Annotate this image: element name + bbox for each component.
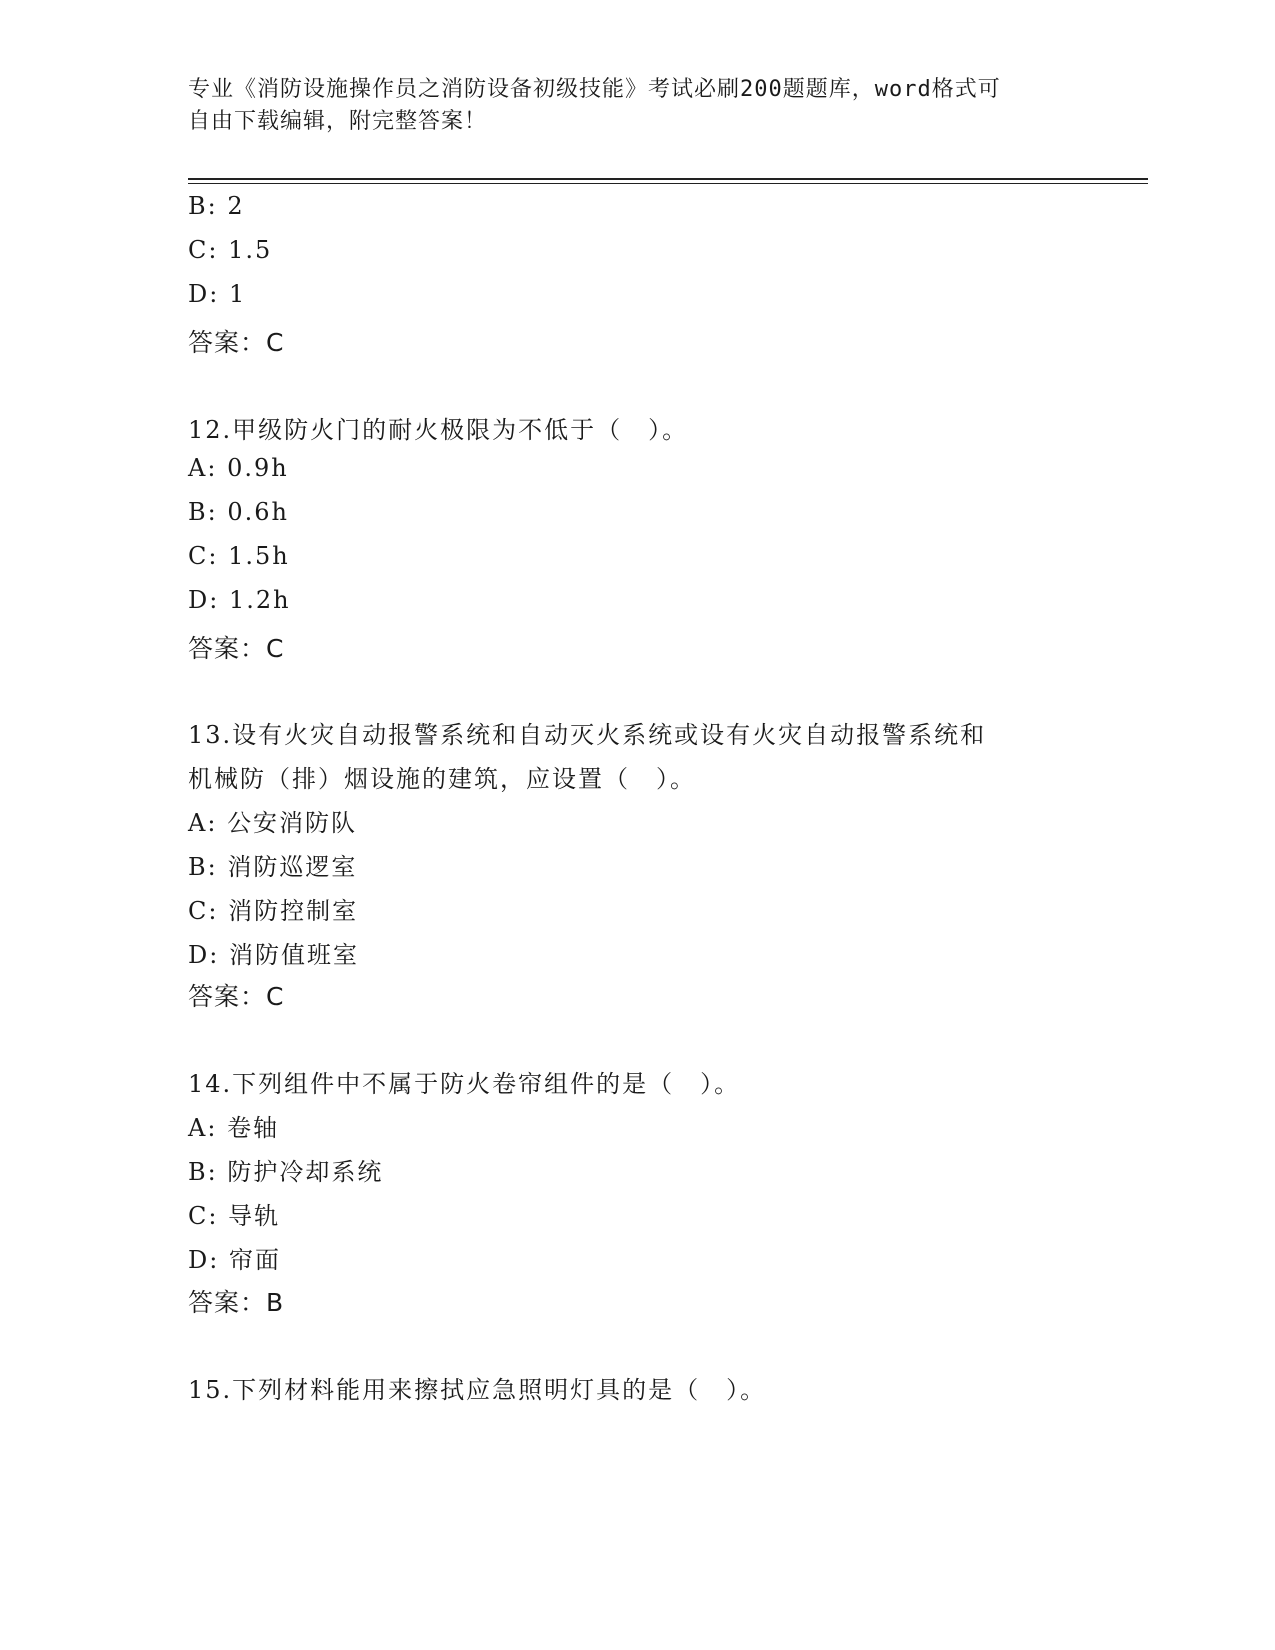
option-d: D: 1.2h bbox=[188, 586, 291, 614]
option-b: B: 0.6h bbox=[188, 498, 289, 526]
option-d: D: 帘面 bbox=[188, 1246, 281, 1274]
header-divider-thin bbox=[188, 183, 1148, 184]
answer: 答案：C bbox=[188, 982, 285, 1011]
question-14: 14.下列组件中不属于防火卷帘组件的是（ ）。 bbox=[188, 1070, 741, 1098]
option-b: B: 2 bbox=[188, 192, 245, 220]
option-a: A: 公安消防队 bbox=[188, 809, 358, 837]
question-13-line-2: 机械防（排）烟设施的建筑，应设置（ ）。 bbox=[188, 765, 696, 793]
option-d: D: 消防值班室 bbox=[188, 941, 359, 969]
answer: 答案：B bbox=[188, 1288, 285, 1317]
option-b: B: 防护冷却系统 bbox=[188, 1158, 384, 1186]
header-line-1: 专业《消防设施操作员之消防设备初级技能》考试必刷200题题库，word格式可 bbox=[188, 77, 1001, 102]
option-d: D: 1 bbox=[188, 280, 247, 308]
option-c: C: 消防控制室 bbox=[188, 897, 359, 925]
option-c: C: 1.5h bbox=[188, 542, 290, 570]
question-13-line-1: 13.设有火灾自动报警系统和自动灭火系统或设有火灾自动报警系统和 bbox=[188, 721, 987, 749]
header-divider-thick bbox=[188, 178, 1148, 180]
option-a: A: 卷轴 bbox=[188, 1114, 280, 1142]
option-b: B: 消防巡逻室 bbox=[188, 853, 358, 881]
question-12: 12.甲级防火门的耐火极限为不低于（ ）。 bbox=[188, 416, 689, 444]
option-c: C: 导轨 bbox=[188, 1202, 281, 1230]
document-header bbox=[188, 74, 1068, 138]
question-15: 15.下列材料能用来擦拭应急照明灯具的是（ ）。 bbox=[188, 1376, 767, 1404]
option-a: A: 0.9h bbox=[188, 454, 289, 482]
option-c: C: 1.5 bbox=[188, 236, 273, 264]
header-line-2: 自由下载编辑，附完整答案！ bbox=[188, 109, 488, 134]
answer: 答案：C bbox=[188, 634, 285, 663]
answer: 答案：C bbox=[188, 328, 285, 357]
